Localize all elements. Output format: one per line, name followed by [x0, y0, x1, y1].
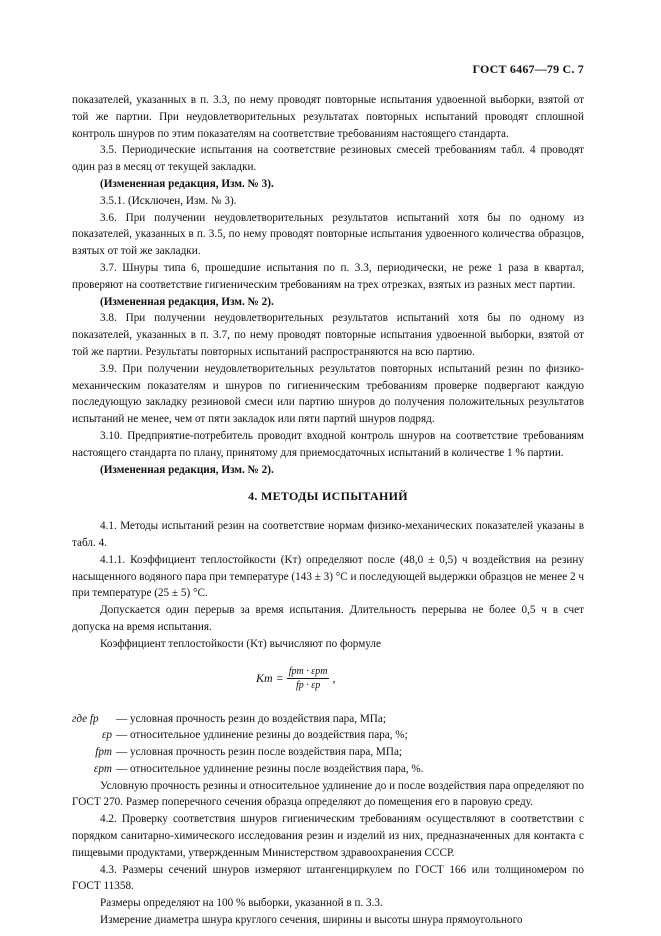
- definition-row: [72, 711, 584, 728]
- definition-symbol: где fp: [72, 712, 99, 725]
- paragraph-3-9: 3.9. При получении неудовлетворительных результатов повторных испытаний резин по физико-механическим показателям и шнуров по гигиеническим требованиям проверке подвергают каждую последующую закладку резиновой смеси или партию шнуров до получения положительных результатов испытаний не менее, чем от пяти закладок или пяти партий шнуров подряд.: [72, 362, 584, 426]
- paragraph-3-8: 3.8. При получении неудовлетворительных результатов испытаний хотя бы по одному из показателей, указанных в п. 3.7, по нему проводят повторные испытания удвоенной выборки, взятой от той же партии. Результаты повторных испытаний распространяются на всю партию.: [72, 312, 584, 358]
- paragraph-sample-size: Размеры определяют на 100 % выборки, указанной в п. 3.3.: [100, 897, 383, 910]
- section-title: 4. МЕТОДЫ ИСПЫТАНИЙ: [248, 489, 408, 504]
- definition-row: [72, 744, 584, 761]
- definition-text: — относительное удлинение резины после воздействия пара, %.: [116, 762, 424, 775]
- paragraph-3-10: 3.10. Предприятие-потребитель проводит входной контроль шнуров на соответствие требованиям настоящего стандарта по плану, принятому для приемосдаточных испытаний в количестве 1 % партии.: [72, 429, 584, 459]
- paragraph-3-6: 3.6. При получении неудовлетворительных результатов испытаний хотя бы по одному из показателей, указанных в п. 3.5, по нему проводят повторные испытания удвоенного количества образцов, взятых от той же закладки.: [72, 211, 584, 258]
- paragraph-3-5: 3.5. Периодические испытания на соответствие резиновых смесей требованиям табл. 4 проводят один раз в месяц от текущей закладки.: [72, 144, 584, 174]
- paragraph-pause: Допускается один перерыв за время испытания. Длительность перерыва не более 0,5 ч в счет допуска на время испытания.: [72, 604, 584, 633]
- paragraph-3-5-1: 3.5.1. (Исключен, Изм. № 3).: [100, 194, 237, 207]
- amendment-note: (Измененная редакция, Изм. № 2).: [100, 463, 274, 476]
- definition-text: — относительное удлинение резины до воздействия пара, %;: [116, 729, 408, 742]
- paragraph-gost-270: Условную прочность резины и относительное удлинение до и после воздействия пара определяют по ГОСТ 270. Размер поперечного сечения образца определяют до помещения его в паровую среду.: [72, 779, 584, 809]
- document-body: [72, 92, 584, 929]
- page-header: ГОСТ 6467—79 С. 7: [472, 62, 584, 76]
- definition-text: — условная прочность резин после воздействия пара, МПа;: [116, 746, 403, 759]
- formula-tail: ,: [332, 670, 336, 685]
- paragraph-4-1: 4.1. Методы испытаний резин на соответствие нормам физико-механических показателей указаны в табл. 4.: [72, 520, 584, 549]
- paragraph-4-3: 4.3. Размеры сечений шнуров измеряют штангенциркулем по ГОСТ 166 или толщиномером по ГОСТ 11358.: [72, 863, 584, 893]
- definition-text: — условная прочность резин до воздействия пара, МПа;: [116, 712, 386, 725]
- definition-symbol: εpт: [93, 762, 112, 775]
- paragraph-continuation: показателей, указанных в п. 3.3, по нему проводят повторные испытания удвоенной выборки, взятой от той же партии. При неудовлетворительных результатах повторных испытаний проводят сплошной контроль шнуров по этим показателям на соответствие требованиям настоящего стандарта.: [72, 94, 584, 140]
- formula-lhs: Kт =: [256, 670, 284, 685]
- heat-resistance-formula: [256, 665, 335, 692]
- definition-symbol: εp: [101, 729, 112, 742]
- formula-fraction: [287, 665, 330, 692]
- formula-numerator: fpт · εpт: [288, 665, 328, 677]
- definition-row: [72, 727, 584, 744]
- paragraph-formula-intro: Коэффициент теплостойкости (Kт) вычисляют по формуле: [100, 637, 381, 650]
- paragraph-3-7: 3.7. Шнуры типа 6, прошедшие испытания по п. 3.3, периодически, не реже 1 раза в квартал, проверяют на соответствие гигиеническим требованиям на трех отрезках, взятых из разных мест партии.: [72, 261, 584, 291]
- amendment-note: (Измененная редакция, Изм. № 3).: [100, 177, 274, 190]
- document-page: [72, 60, 584, 929]
- paragraph-4-1-1: 4.1.1. Коэффициент теплостойкости (Kт) определяют после (48,0 ± 0,5) ч воздействия на резину насыщенного водяного пара при температуре (143 ± 3) °С и последующей выдержки образцов не менее 2 ч при температуре (25 ± 5) °С.: [72, 553, 584, 600]
- formula-block: [72, 653, 584, 711]
- paragraph-4-2: 4.2. Проверку соответствия шнуров гигиеническим требованиям осуществляют в соответствии с порядком санитарно-химического исследования резин и изделий из них, предназначенных для контакта с пищевыми продуктами, утвержденным Министерством здравоохранения СССР.: [72, 813, 584, 859]
- definition-row: [72, 761, 584, 778]
- amendment-note: (Измененная редакция, Изм. № 2).: [100, 295, 274, 308]
- formula-denominator: fp · εp: [296, 679, 321, 691]
- paragraph-measurement: Измерение диаметра шнура круглого сечения, ширины и высоты шнура прямоугольного: [100, 914, 523, 927]
- definition-symbol: fpт: [95, 746, 112, 759]
